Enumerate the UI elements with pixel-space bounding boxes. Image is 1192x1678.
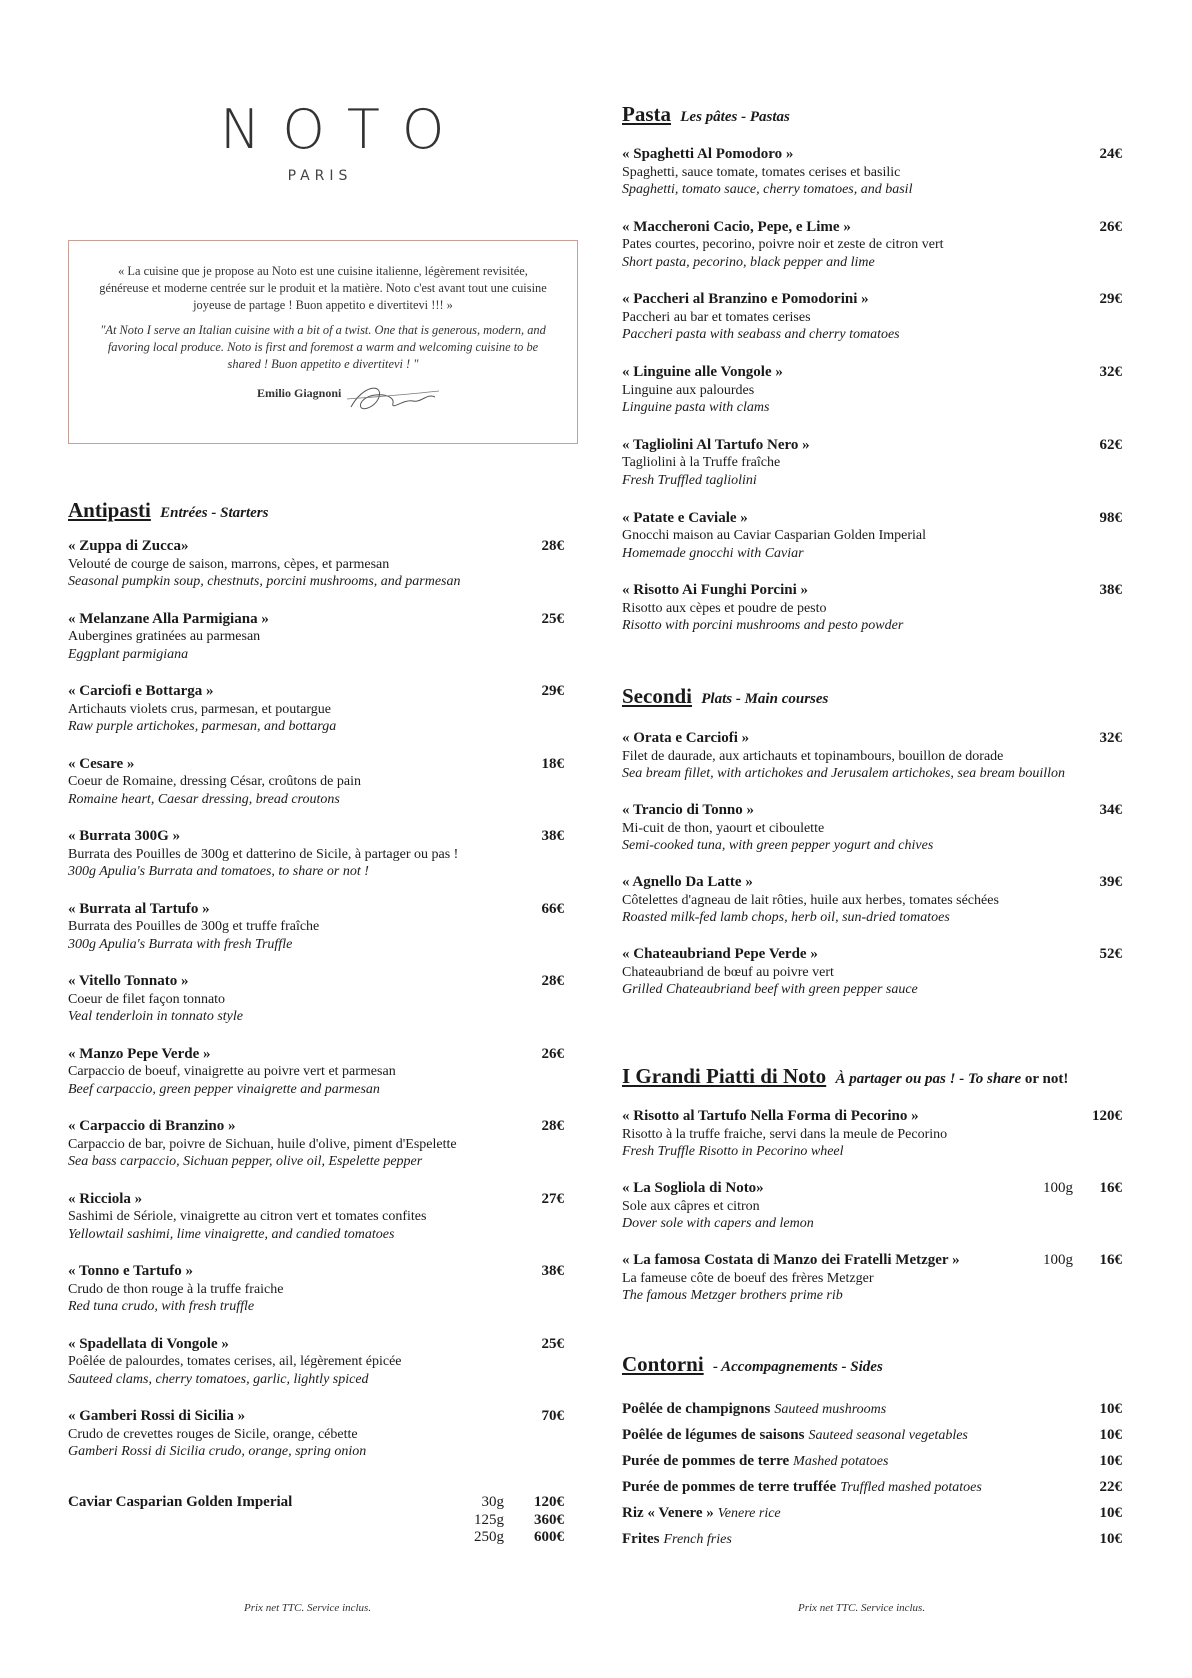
signature-icon [343,379,443,419]
item-name: « Linguine alle Vongole » [622,364,783,381]
signature-row [93,385,553,425]
footer-note-left: Prix net TTC. Service inclus. [244,1602,372,1614]
item-price: 62€ [1099,436,1122,453]
item-description-en: Sauteed clams, cherry tomatoes, garlic, lightly spiced [68,1371,369,1387]
item-description-fr: Mi-cuit de thon, yaourt et ciboulette [622,820,825,836]
item-name: « Ricciola » [68,1190,143,1207]
caviar-price: 360€ [534,1511,564,1528]
item-description-en: Roasted milk-fed lamb chops, herb oil, sun-dried tomatoes [622,910,950,925]
item-description-fr: Sole aux câpres et citron [622,1198,760,1214]
item-name: « Burrata al Tartufo » [68,900,210,917]
item-description-fr: Sashimi de Sériole, vinaigrette au citron vert et tomates confites [68,1209,427,1224]
brand-name: NOTO [220,98,467,161]
secondi-heading [622,684,828,709]
grandi-title: I Grandi Piatti di Noto [622,1064,827,1088]
brand-city: PARIS [287,168,353,184]
item-price: 70€ [541,1408,564,1424]
side-name-en: Sauteed mushrooms [774,1402,887,1417]
item-description-en: The famous Metzger brothers prime rib [622,1288,843,1303]
side-name: Purée de pommes de terre truffée [622,1479,837,1495]
item-weight: 100g [1043,1180,1073,1196]
item-description-en: Sea bream fillet, with artichokes and Jerusalem artichokes, sea bream bouillon [622,766,1066,781]
item-description-en: 300g Apulia's Burrata with fresh Truffle [68,936,293,952]
item-description-en: Beef carpaccio, green pepper vinaigrette and parmesan [68,1081,380,1097]
menu-item [68,1263,564,1316]
brand-logo [200,98,467,184]
item-price: 38€ [1099,582,1122,599]
menu-item [68,683,564,736]
side-name-en: Venere rice [717,1506,781,1521]
item-description-en: Spaghetti, tomato sauce, cherry tomatoes, and basil [622,182,913,197]
item-price: 24€ [1099,146,1122,162]
item-name: « Zuppa di Zucca» [68,538,189,554]
item-description-en: Homemade gnocchi with Caviar [622,545,804,561]
menu-item [68,1191,564,1244]
side-item [622,1426,1122,1445]
item-name: « Melanzane Alla Parmigiana » [68,610,269,627]
item-price: 16€ [1099,1252,1122,1268]
secondi-title: Secondi [622,684,693,708]
item-price: 29€ [1099,291,1122,308]
item-price: 26€ [541,1045,564,1062]
item-price: 38€ [541,828,564,844]
item-description-fr: Filet de daurade, aux artichauts et topinambours, bouillon de dorade [622,748,1004,764]
side-item [622,1530,1122,1549]
item-description-en: Seasonal pumpkin soup, chestnuts, porcini mushrooms, and parmesan [68,574,461,589]
menu-item [68,1118,564,1171]
menu-item [622,364,1122,417]
side-item [622,1400,1122,1419]
caviar-weight: 125g [474,1511,504,1528]
item-price: 120€ [1092,1108,1122,1124]
grandi-subtitle-tail: or not! [1021,1071,1069,1087]
side-name: Poêlée de champignons [622,1401,771,1417]
item-price: 28€ [541,973,564,989]
item-name: « Carciofi e Bottarga » [68,683,214,699]
item-description-fr: Tagliolini à la Truffe fraîche [622,455,781,471]
menu-item [622,291,1122,344]
caviar-price-row [464,1529,564,1547]
side-price: 10€ [1099,1453,1122,1469]
item-name: « Spaghetti Al Pomodoro » [622,146,794,162]
item-name: « Burrata 300G » [68,828,181,844]
item-name: « Orata e Carciofi » [622,730,750,746]
item-name: « Vitello Tonnato » [68,973,189,989]
menu-item [68,1046,564,1099]
item-name: « Chateaubriand Pepe Verde » [622,946,818,962]
item-price: 28€ [541,538,564,554]
menu-item [622,946,1122,999]
side-item [622,1478,1122,1497]
item-price: 25€ [541,610,564,627]
item-name: « La famosa Costata di Manzo dei Fratelli Metzger » [622,1252,960,1268]
item-price: 29€ [541,683,564,699]
menu-item [622,1108,1122,1161]
contorni-heading [622,1352,883,1377]
item-price: 66€ [541,900,564,917]
item-name: « Gamberi Rossi di Sicilia » [68,1408,246,1424]
item-price: 25€ [541,1335,564,1352]
antipasti-title: Antipasti [68,498,151,522]
item-name: « Patate e Caviale » [622,509,748,526]
menu-item [622,874,1122,927]
item-description-fr: Burrata des Pouilles de 300g et truffe fraîche [68,919,320,934]
menu-item [68,756,564,809]
item-description-fr: Burrata des Pouilles de 300g et datterino de Sicile, à partager ou pas ! [68,846,459,862]
menu-item [68,538,564,591]
item-description-fr: Pates courtes, pecorino, poivre noir et zeste de citron vert [622,237,944,253]
side-price: 22€ [1099,1479,1122,1495]
caviar-prices [464,1494,564,1547]
caviar-price-row [464,1512,564,1530]
item-description-en: Grilled Chateaubriand beef with green pepper sauce [622,982,918,997]
side-item [622,1452,1122,1471]
item-name: « Tonno e Tartufo » [68,1263,194,1279]
menu-item [622,1180,1122,1233]
side-name: Riz « Venere » [622,1505,714,1521]
contorni-title: Contorni [622,1352,704,1376]
side-item [622,1504,1122,1523]
side-price: 10€ [1099,1505,1122,1521]
item-description-en: Fresh Truffled tagliolini [622,472,757,488]
item-price: 32€ [1099,730,1122,746]
caviar-weight: 250g [474,1529,504,1545]
quote-french: « La cuisine que je propose au Noto est une cuisine italienne, légèrement revisitée, généreuse et moderne centrée sur le produit et la matière. Noto c'est avant tout une cuisine joyeuse de partage ! Buon appetito e divertitevi !!! » [99,264,547,312]
item-price: 26€ [1099,218,1122,235]
item-description-fr: Chateaubriand de bœuf au poivre vert [622,964,834,980]
item-name: « Maccheroni Cacio, Pepe, e Lime » [622,218,851,235]
menu-item [68,611,564,664]
side-name-en: French fries [663,1532,732,1547]
menu-item [68,973,564,1026]
item-description-fr: Linguine aux palourdes [622,382,755,398]
item-price: 98€ [1099,509,1122,526]
item-description-en: Semi-cooked tuna, with green pepper yogurt and chives [622,838,934,853]
item-description-fr: Gnocchi maison au Caviar Casparian Golden Imperial [622,528,927,543]
item-description-fr: Coeur de Romaine, dressing César, croûtons de pain [68,774,361,789]
menu-item [622,437,1122,490]
item-description-fr: Paccheri au bar et tomates cerises [622,309,811,325]
caviar-price-row [464,1494,564,1512]
grandi-subtitle: À partager ou pas ! - To share [835,1071,1022,1087]
item-price: 16€ [1099,1180,1122,1196]
item-description-fr: Carpaccio de bar, poivre de Sichuan, huile d'olive, piment d'Espelette [68,1136,457,1152]
item-price: 27€ [541,1190,564,1207]
menu-item [622,582,1122,635]
side-name: Poêlée de légumes de saisons [622,1427,805,1443]
item-name: « Cesare » [68,755,135,772]
footer-note-right: Prix net TTC. Service inclus. [798,1602,926,1614]
item-description-en: Red tuna crudo, with fresh truffle [68,1299,255,1314]
menu-item [622,730,1122,783]
menu-item [622,802,1122,855]
caviar-weight: 30g [481,1494,504,1510]
item-description-en: Linguine pasta with clams [622,400,770,416]
pasta-title: Pasta [622,102,671,126]
item-price: 28€ [541,1118,564,1134]
item-description-fr: Aubergines gratinées au parmesan [68,629,261,644]
item-name: « Agnello Da Latte » [622,874,753,890]
item-description-fr: Artichauts violets crus, parmesan, et poutargue [68,701,331,717]
item-description-fr: Poêlée de palourdes, tomates cerises, ail, légèrement épicée [68,1354,402,1369]
secondi-subtitle: Plats - Main courses [701,691,829,707]
antipasti-heading [68,498,268,523]
grandi-heading [622,1064,1068,1089]
menu-item [622,146,1122,199]
item-description-fr: Carpaccio de boeuf, vinaigrette au poivre vert et parmesan [68,1064,396,1079]
menu-item [68,1336,564,1389]
item-price: 39€ [1099,874,1122,890]
caviar-price: 600€ [534,1529,564,1545]
item-price: 18€ [541,755,564,772]
antipasti-subtitle: Entrées - Starters [160,505,269,521]
item-weight: 100g [1043,1252,1073,1268]
side-name-en: Mashed potatoes [793,1454,889,1469]
item-description-en: Dover sole with capers and lemon [622,1216,814,1231]
item-description-fr: Velouté de courge de saison, marrons, cèpes, et parmesan [68,556,390,572]
item-name: « La Sogliola di Noto» [622,1180,764,1196]
item-description-en: Raw purple artichokes, parmesan, and bottarga [68,719,337,734]
item-name: « Paccheri al Branzino e Pomodorini » [622,291,869,308]
item-price: 32€ [1099,364,1122,381]
item-name: « Trancio di Tonno » [622,802,754,818]
quote-english: "At Noto I serve an Italian cuisine with a bit of a twist. One that is generous, modern, and favoring local produce. Noto is first and foremost a warm and welcoming cuisine to be shared ! Buon appetito e divertitevi ! " [100,323,546,371]
item-description-en: 300g Apulia's Burrata and tomatoes, to share or not ! [68,864,369,879]
item-description-fr: Crudo de thon rouge à la truffe fraiche [68,1281,284,1297]
item-description-en: Gamberi Rossi di Sicilia crudo, orange, spring onion [68,1444,367,1459]
menu-item [68,1408,564,1461]
item-price: 34€ [1099,802,1122,818]
chef-quote-box [68,240,578,444]
side-price: 10€ [1099,1401,1122,1417]
side-name-en: Sauteed seasonal vegetables [808,1428,968,1443]
item-description-en: Fresh Truffle Risotto in Pecorino wheel [622,1144,844,1159]
item-price: 38€ [541,1263,564,1279]
side-price: 10€ [1099,1427,1122,1443]
item-description-en: Risotto with porcini mushrooms and pesto powder [622,618,904,634]
item-description-en: Yellowtail sashimi, lime vinaigrette, and candied tomatoes [68,1226,395,1242]
menu-item [622,1252,1122,1305]
caviar-price: 120€ [534,1494,564,1510]
item-description-fr: Risotto aux cèpes et poudre de pesto [622,600,827,616]
item-description-en: Romaine heart, Caesar dressing, bread croutons [68,791,340,807]
side-name: Purée de pommes de terre [622,1453,790,1469]
contorni-subtitle: - Accompagnements - Sides [712,1359,883,1375]
chef-name: Emilio Giagnoni [257,386,342,400]
item-description-fr: Spaghetti, sauce tomate, tomates cerises et basilic [622,164,901,180]
item-name: « Risotto al Tartufo Nella Forma di Pecorino » [622,1108,919,1124]
menu-item [68,828,564,881]
item-name: « Spadellata di Vongole » [68,1335,229,1352]
caviar-item [68,1494,564,1545]
item-description-fr: Risotto à la truffe fraiche, servi dans la meule de Pecorino [622,1126,948,1142]
side-price: 10€ [1099,1531,1122,1547]
item-description-en: Veal tenderloin in tonnato style [68,1009,243,1024]
item-description-en: Paccheri pasta with seabass and cherry tomatoes [622,327,900,343]
item-description-en: Eggplant parmigiana [68,646,189,662]
item-description-en: Sea bass carpaccio, Sichuan pepper, olive oil, Espelette pepper [68,1154,423,1169]
pasta-heading [622,102,790,127]
side-name-en: Truffled mashed potatoes [840,1480,982,1495]
item-description-fr: La fameuse côte de boeuf des frères Metzger [622,1270,874,1286]
item-description-fr: Crudo de crevettes rouges de Sicile, orange, cébette [68,1426,358,1442]
item-name: « Carpaccio di Branzino » [68,1118,236,1134]
item-description-en: Short pasta, pecorino, black pepper and lime [622,254,875,270]
item-name: « Tagliolini Al Tartufo Nero » [622,436,810,453]
caviar-name: Caviar Casparian Golden Imperial [68,1494,293,1510]
item-name: « Risotto Ai Funghi Porcini » [622,582,808,599]
pasta-subtitle: Les pâtes - Pastas [680,109,790,125]
item-name: « Manzo Pepe Verde » [68,1045,211,1062]
item-description-fr: Côtelettes d'agneau de lait rôties, huile aux herbes, tomates séchées [622,892,999,908]
menu-item [622,219,1122,272]
menu-item [622,510,1122,563]
item-price: 52€ [1099,946,1122,962]
menu-item [68,901,564,954]
side-name: Frites [622,1531,660,1547]
item-description-fr: Coeur de filet façon tonnato [68,991,226,1007]
